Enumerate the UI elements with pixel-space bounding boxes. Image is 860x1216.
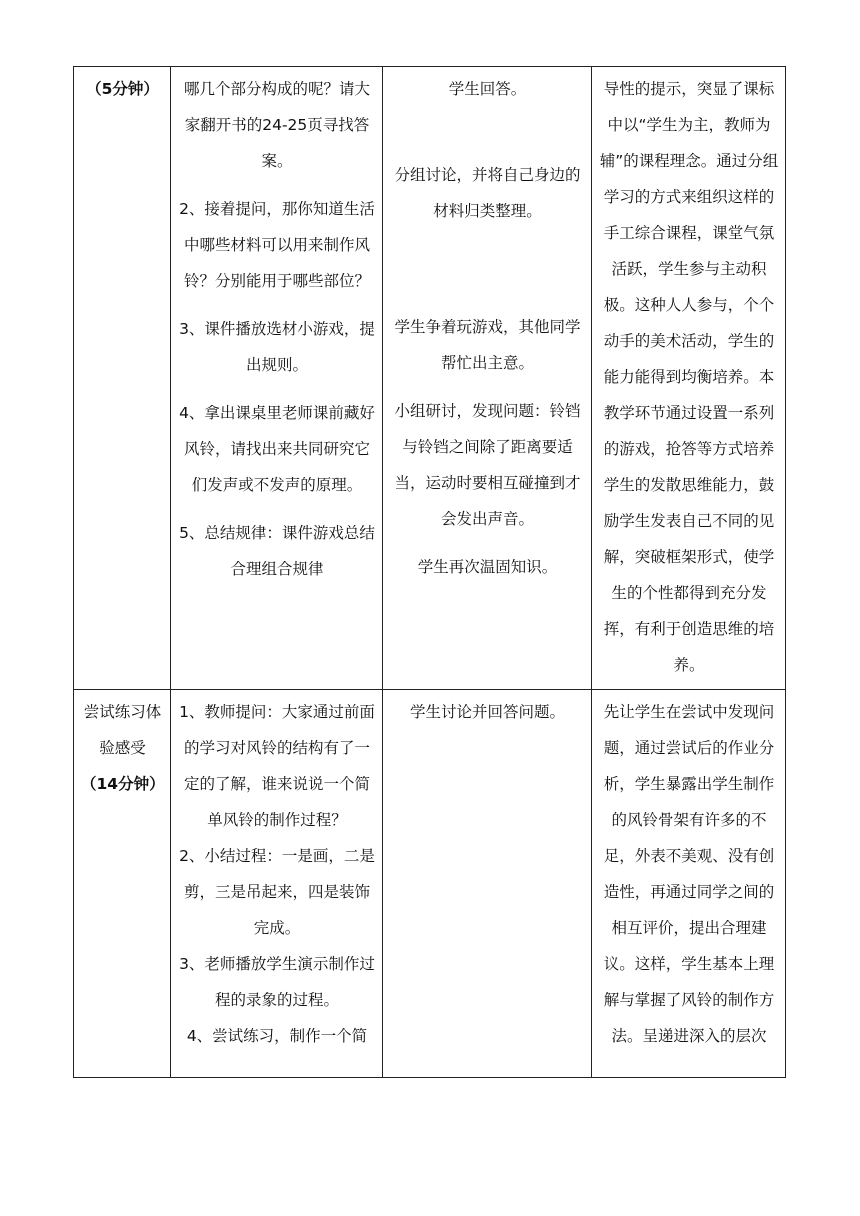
lesson-plan-table	[73, 66, 786, 1078]
student-activity: 小组研讨，发现问题：铃铛与铃铛之间除了距离要适当，运动时要相互碰撞到才会发出声音。	[394, 402, 581, 528]
student-activity: 学生回答。	[448, 80, 527, 98]
student-activity: 学生再次温固知识。	[417, 558, 558, 576]
student-activity-cell	[383, 67, 592, 690]
teacher-step: 1、教师提问：大家通过前面的学习对风铃的结构有了一定的了解，谁来说说一个简单风铃的制作过程？	[179, 703, 375, 829]
stage-time: （5分钟）	[86, 80, 159, 98]
teacher-step: 4、尝试练习，制作一个简	[186, 1027, 368, 1045]
stage-cell	[74, 690, 171, 1078]
student-activity: 学生讨论并回答问题。	[409, 703, 565, 721]
stage-cell	[74, 67, 171, 690]
stage-time: （14分钟）	[81, 775, 165, 793]
design-intent-text: 导性的提示，突显了课标中以“学生为主，教师为辅”的课程理念。通过分组学习的方式来组织这样的手工综合课程，课堂气氛活跃，学生参与主动积极。这种人人参与，个个动手的美术活动，学生的能力能得到均衡培养。本教学环节通过设置一系列的游戏，抢答等方式培养学生的发散思维能力，鼓励学生发表自己不同的见解，突破框架形式，使学生的个性都得到充分发挥，有利于创造思维的培养。	[599, 80, 779, 674]
design-intent-cell	[592, 67, 786, 690]
design-intent-cell	[592, 690, 786, 1078]
teacher-step: 2、小结过程：一是画，二是剪，三是吊起来，四是装饰完成。	[179, 847, 375, 937]
stage-title: 尝试练习体验感受	[83, 703, 162, 757]
table-row	[74, 67, 786, 690]
student-activity-cell	[383, 690, 592, 1078]
teacher-step: 3、课件播放选材小游戏，提出规则。	[179, 320, 375, 374]
teacher-step: 哪几个部分构成的呢？请大家翻开书的24-25页寻找答案。	[183, 80, 370, 170]
teacher-activity-cell	[171, 67, 383, 690]
teacher-activity-cell	[171, 690, 383, 1078]
teacher-step: 2、接着提问，那你知道生活中哪些材料可以用来制作风铃？分别能用于哪些部位？	[179, 200, 375, 290]
teacher-step: 4、拿出课桌里老师课前藏好风铃，请找出来共同研究它们发声或不发声的原理。	[179, 404, 375, 494]
student-activity: 学生争着玩游戏，其他同学帮忙出主意。	[394, 318, 581, 372]
table-row	[74, 690, 786, 1078]
design-intent-text: 先让学生在尝试中发现问题，通过尝试后的作业分析，学生暴露出学生制作的风铃骨架有许多的不足，外表不美观、没有创造性，再通过同学之间的相互评价，提出合理建议。这样，学生基本上理解与掌握了风铃的制作方法。呈递进深入的层次	[603, 703, 775, 1045]
teacher-step: 3、老师播放学生演示制作过程的录象的过程。	[179, 955, 375, 1009]
student-activity: 分组讨论，并将自己身边的材料归类整理。	[394, 166, 581, 220]
teacher-step: 5、总结规律：课件游戏总结合理组合规律	[179, 524, 375, 578]
